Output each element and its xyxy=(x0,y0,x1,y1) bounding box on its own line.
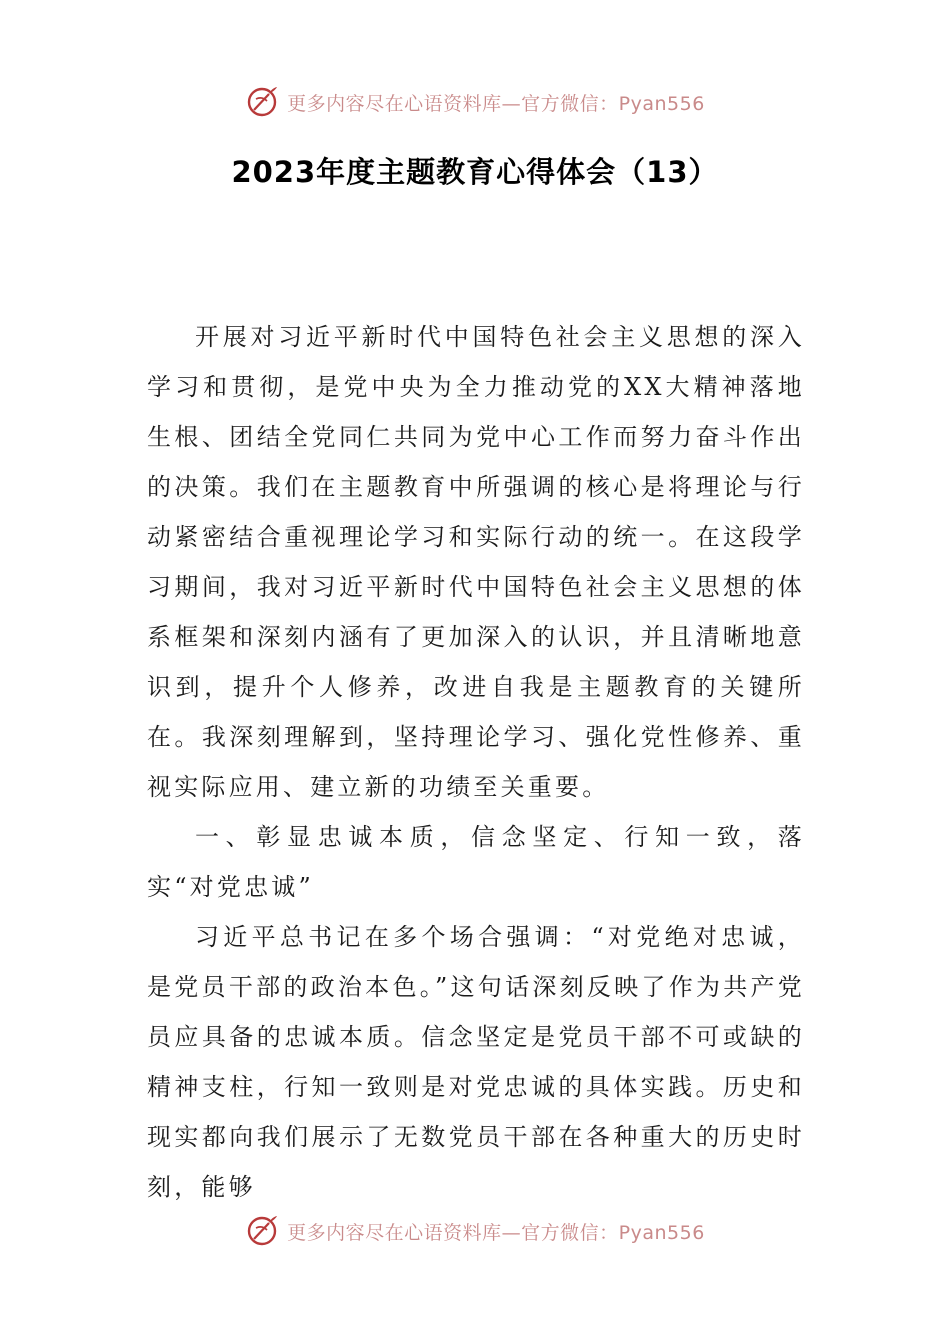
document-title: 2023年度主题教育心得体会（13） xyxy=(231,155,719,189)
header-watermark xyxy=(0,82,950,122)
watermark-text: 更多内容尽在心语资料库—官方微信：Pyan556 xyxy=(287,1221,705,1244)
quill-seal-icon xyxy=(245,85,279,119)
section-heading-1: 一、彰显忠诚本质，信念坚定、行知一致，落实“对党忠诚” xyxy=(147,823,805,901)
document-body xyxy=(147,312,805,1212)
paragraph-section-1: 习近平总书记在多个场合强调：“对党绝对忠诚，是党员干部的政治本色。”这句话深刻反映了作为共产党员应具备的忠诚本质。信念坚定是党员干部不可或缺的精神支柱，行知一致则是对党忠诚的具体实践。历史和现实都向我们展示了无数党员干部在各种重大的历史时刻，能够 xyxy=(147,923,805,1201)
footer-watermark xyxy=(0,1211,950,1251)
watermark-text: 更多内容尽在心语资料库—官方微信：Pyan556 xyxy=(287,92,705,115)
paragraph-intro: 开展对习近平新时代中国特色社会主义思想的深入学习和贯彻，是党中央为全力推动党的XX大精神落地生根、团结全党同仁共同为党中心工作而努力奋斗作出的决策。我们在主题教育中所强调的核心是将理论与行动紧密结合重视理论学习和实际行动的统一。在这段学习期间，我对习近平新时代中国特色社会主义思想的体系框架和深刻内涵有了更加深入的认识，并且清晰地意识到，提升个人修养，改进自我是主题教育的关键所在。我深刻理解到，坚持理论学习、强化党性修养、重视实际应用、建立新的功绩至关重要。 xyxy=(147,323,805,801)
quill-seal-icon xyxy=(245,1214,279,1248)
